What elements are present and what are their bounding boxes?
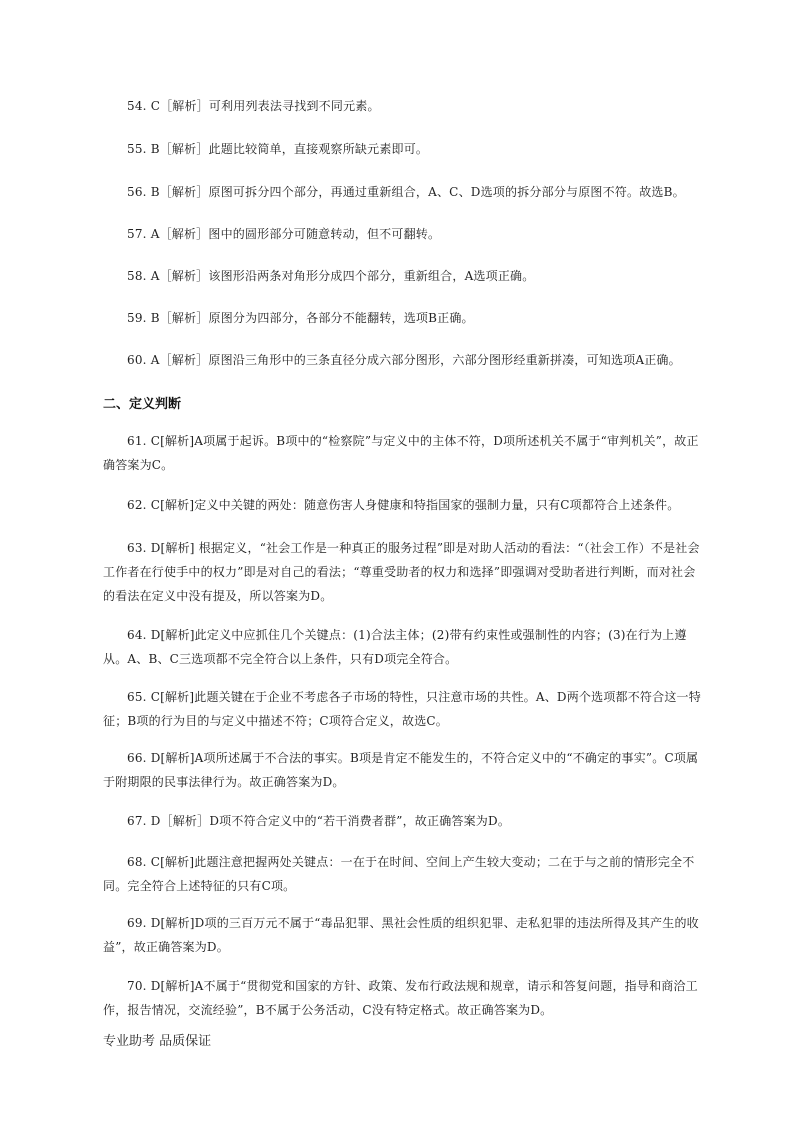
footer-slogan: 专业助考 品质保证 bbox=[103, 1034, 212, 1049]
answer-58: 58. A［解析］该图形沿两条对角形分成四个部分，重新组合，A选项正确。 bbox=[127, 269, 535, 283]
answer-57: 57. A［解析］图中的圆形部分可随意转动，但不可翻转。 bbox=[127, 227, 441, 241]
answer-62: 62. C[解析]定义中关键的两处：随意伤害人身健康和特指国家的强制力量，只有C项都符合上述条件。 bbox=[127, 498, 680, 512]
answer-56: 56. B［解析］原图可拆分四个部分，再通过重新组合，A、C、D选项的拆分部分与原图不符。故选B。 bbox=[127, 185, 685, 199]
answer-65: 65. C[解析]此题关键在于企业不考虑各子市场的特性，只注意市场的共性。A、D两个选项都不符合这一特征；B项的行为目的与定义中描述不符；C项符合定义，故选C。 bbox=[103, 690, 701, 728]
section-heading: 二、定义判断 bbox=[103, 397, 182, 412]
answer-61: 61. C[解析]A项属于起诉。B项中的“检察院”与定义中的主体不符，D项所述机关不属于“审判机关”，故正确答案为C。 bbox=[103, 434, 699, 472]
answer-54: 54. C［解析］可利用列表法寻找到不同元素。 bbox=[127, 99, 380, 113]
answer-64: 64. D[解析]此定义中应抓住几个关键点：(1)合法主体；(2)带有约束性或强制性的内容；(3)在行为上遵从。A、B、C三选项都不完全符合以上条件，只有D项完全符合。 bbox=[103, 628, 687, 666]
answer-68: 68. C[解析]此题注意把握两处关键点：一在于在时间、空间上产生较大变动；二在于与之前的情形完全不同。完全符合上述特征的只有C项。 bbox=[103, 855, 695, 893]
answer-67: 67. D［解析］D项不符合定义中的“若干消费者群”，故正确答案为D。 bbox=[127, 814, 511, 828]
answer-63: 63. D[解析] 根据定义，“社会工作是一种真正的服务过程”即是对助人活动的看法：“（社会工作）不是社会工作者在行使手中的权力”即是对自己的看法；“尊重受助者的权力和选择”即强调对受助者进行判断，而对社会的看法在定义中没有提及，所以答案为D。 bbox=[103, 541, 700, 603]
answer-66: 66. D[解析]A项所述属于不合法的事实。B项是肯定不能发生的，不符合定义中的“不确定的事实”。C项属于附期限的民事法律行为。故正确答案为D。 bbox=[103, 751, 699, 789]
answer-69: 69. D[解析]D项的三百万元不属于“毒品犯罪、黑社会性质的组织犯罪、走私犯罪的违法所得及其产生的收益”，故正确答案为D。 bbox=[103, 916, 699, 954]
answer-60: 60. A［解析］原图沿三角形中的三条直径分成六部分图形，六部分图形经重新拼凑，可知选项A正确。 bbox=[127, 353, 681, 367]
answer-59: 59. B［解析］原图分为四部分，各部分不能翻转，选项B正确。 bbox=[127, 311, 474, 325]
answer-55: 55. B［解析］此题比较简单，直接观察所缺元素即可。 bbox=[127, 142, 429, 156]
answer-70: 70. D[解析]A不属于“贯彻党和国家的方针、政策、发布行政法规和规章，请示和答复问题，指导和商洽工作，报告情况，交流经验”，B不属于公务活动，C没有特定格式。故正确答案为D。 bbox=[103, 979, 698, 1017]
